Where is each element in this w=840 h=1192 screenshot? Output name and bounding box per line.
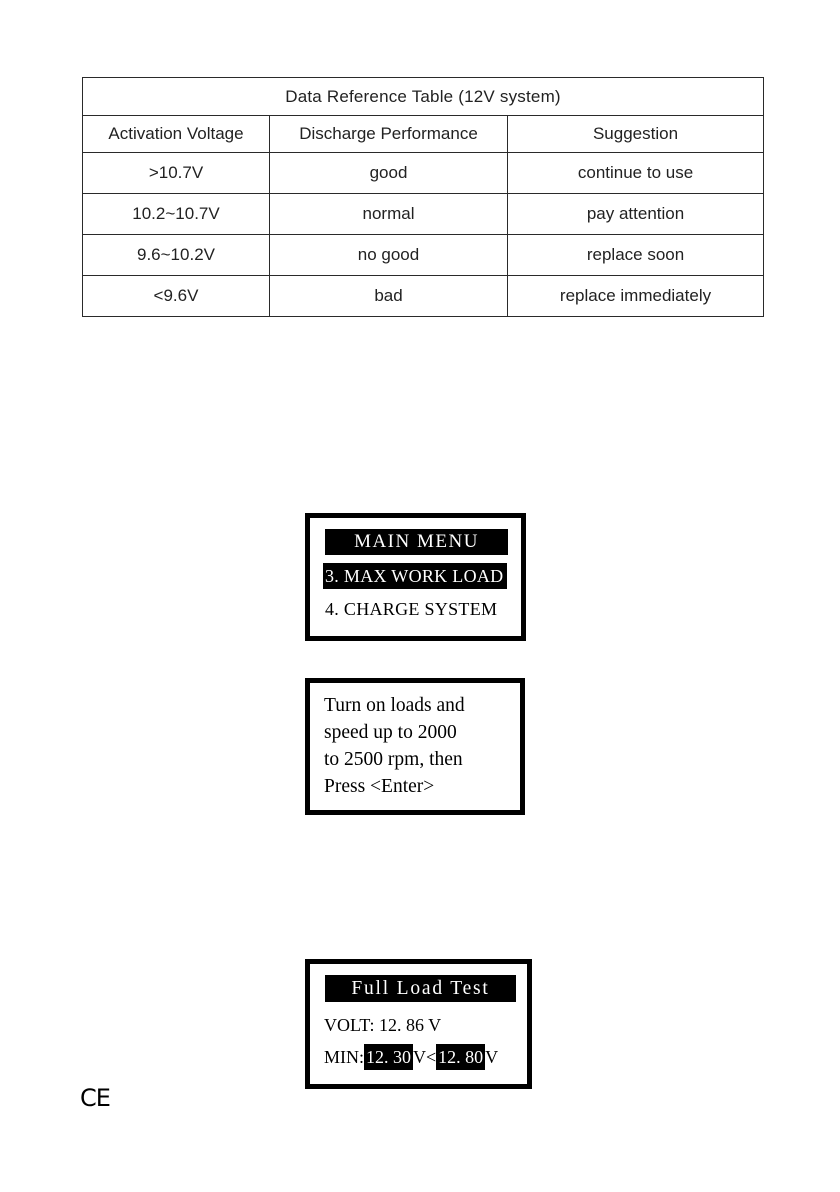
lcd-instruction-screen bbox=[305, 678, 525, 815]
min-range-line bbox=[324, 1044, 498, 1070]
table-cell: no good bbox=[270, 235, 508, 276]
column-header-activation-voltage: Activation Voltage bbox=[83, 116, 270, 153]
lcd-main-menu-screen bbox=[305, 513, 526, 641]
table-cell: replace soon bbox=[508, 235, 764, 276]
table-cell: 10.2~10.7V bbox=[83, 194, 270, 235]
table-cell: <9.6V bbox=[83, 276, 270, 317]
menu-title: MAIN MENU bbox=[325, 529, 508, 555]
column-header-suggestion: Suggestion bbox=[508, 116, 764, 153]
table-title-row bbox=[83, 78, 764, 116]
column-header-discharge-performance: Discharge Performance bbox=[270, 116, 508, 153]
table-cell: replace immediately bbox=[508, 276, 764, 317]
table-cell: good bbox=[270, 153, 508, 194]
table-row bbox=[83, 235, 764, 276]
menu-item-max-work-load: 3. MAX WORK LOAD bbox=[323, 563, 507, 589]
instruction-line: Press <Enter> bbox=[324, 776, 435, 797]
instruction-line: speed up to 2000 bbox=[324, 722, 457, 743]
min-value: 12. 30 bbox=[364, 1044, 413, 1070]
instruction-line: Turn on loads and bbox=[324, 695, 465, 716]
min-label: MIN: bbox=[324, 1047, 364, 1067]
ce-mark-icon: CE bbox=[80, 1084, 110, 1112]
table-header-row bbox=[83, 116, 764, 153]
table-cell: normal bbox=[270, 194, 508, 235]
lcd-full-load-test-screen bbox=[305, 959, 532, 1089]
table-cell: continue to use bbox=[508, 153, 764, 194]
table-row bbox=[83, 194, 764, 235]
volt-reading: VOLT: 12. 86 V bbox=[324, 1015, 442, 1035]
table-cell: 9.6~10.2V bbox=[83, 235, 270, 276]
table-cell: pay attention bbox=[508, 194, 764, 235]
table-title: Data Reference Table (12V system) bbox=[83, 78, 764, 116]
table-cell: bad bbox=[270, 276, 508, 317]
data-reference-table bbox=[82, 77, 764, 317]
table-row bbox=[83, 153, 764, 194]
table-row bbox=[83, 276, 764, 317]
range-separator: V< bbox=[413, 1047, 437, 1067]
menu-item-charge-system: 4. CHARGE SYSTEM bbox=[325, 599, 498, 619]
max-value: 12. 80 bbox=[436, 1044, 485, 1070]
instruction-line: to 2500 rpm, then bbox=[324, 749, 463, 770]
full-load-test-title: Full Load Test bbox=[325, 975, 516, 1002]
unit-label: V bbox=[485, 1047, 499, 1067]
table-cell: >10.7V bbox=[83, 153, 270, 194]
